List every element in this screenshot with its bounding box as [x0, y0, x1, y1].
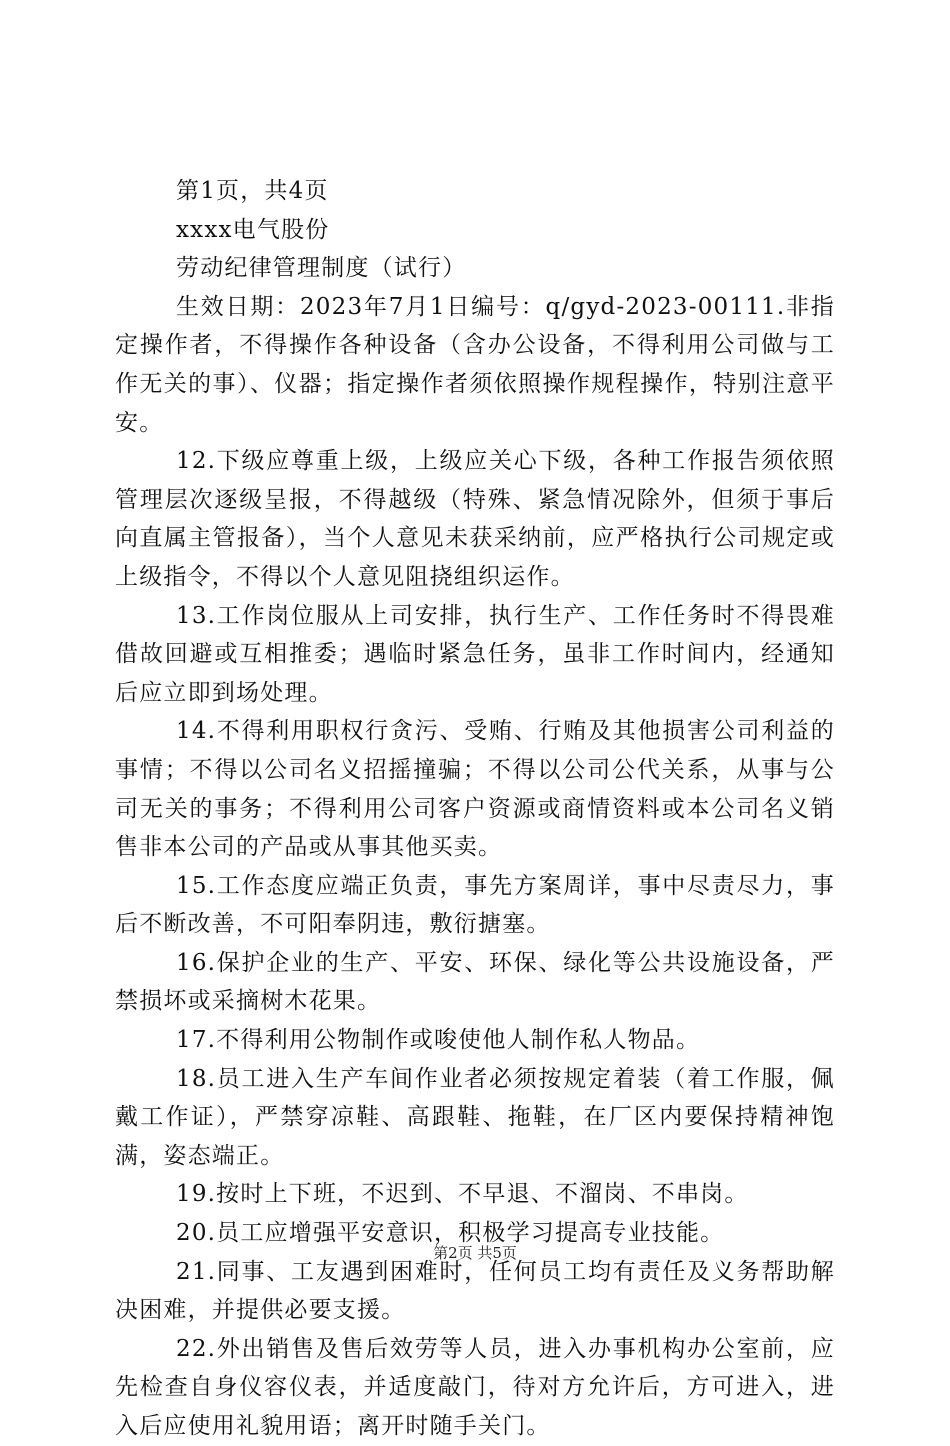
paragraph: 17.不得利用公物制作或唆使他人制作私人物品。: [176, 1027, 701, 1054]
paragraph: 18.员工进入生产车间作业者必须按规定着装（着工作服，佩戴工作证），严禁穿凉鞋、高跟鞋、拖鞋，在厂区内要保持精神饱满，姿态端正。: [115, 1065, 835, 1169]
paragraph: 21.同事、工友遇到困难时，任何员工均有责任及义务帮助解决困难，并提供必要支援。: [115, 1258, 835, 1324]
header-page-count: 第1页，共4页: [176, 178, 329, 204]
paragraph: 14.不得利用职权行贪污、受贿、行贿及其他损害公司利益的事情；不得以公司名义招摇撞骗；不得以公司公代关系，从事与公司无关的事务；不得利用公司客户资源或商情资料或本公司名义销售非本公司的产品或从事其他买卖。: [115, 718, 835, 861]
page-footer: 第2页 共5页: [433, 1244, 517, 1262]
paragraph: 12.下级应尊重上级，上级应关心下级，各种工作报告须依照管理层次逐级呈报，不得越级（特殊、紧急情况除外，但须于事后向直属主管报备），当个人意见未获采纳前，应严格执行公司规定或上级指令，不得以个人意见阻挠组织运作。: [115, 448, 835, 590]
paragraph: 20.员工应增强平安意识，积极学习提高专业技能。: [176, 1220, 725, 1247]
paragraph: 15.工作态度应端正负责，事先方案周详，事中尽责尽力，事后不断改善，不可阳奉阴违，敷衍搪塞。: [115, 872, 835, 938]
document-title: 劳动纪律管理制度（试行）: [176, 255, 467, 282]
paragraph: 22.外出销售及售后效劳等人员，进入办事机构办公室前，应先检查自身仪容仪表，并适度敲门，待对方允许后，方可进入，进入后应使用礼貌用语；离开时随手关门。: [115, 1335, 835, 1439]
paragraph: 13.工作岗位服从上司安排，执行生产、工作任务时不得畏难借故回避或互相推委；遇临时紧急任务，虽非工作时间内，经通知后应立即到场处理。: [115, 602, 835, 706]
paragraph: 16.保护企业的生产、平安、环保、绿化等公共设施设备，严禁损坏或采摘树木花果。: [115, 949, 835, 1015]
paragraph: 19.按时上下班，不迟到、不早退、不溜岗、不串岗。: [176, 1181, 749, 1208]
company-name: xxxx电气股份: [176, 216, 330, 243]
paragraph: 生效日期：2023年7月1日编号：q/gyd-2023-00111.非指定操作者，不得操作各种设备（含办公设备，不得利用公司做与工作无关的事）、仪器；指定操作者须依照操作规程操作，特别注意平安。: [115, 293, 835, 436]
